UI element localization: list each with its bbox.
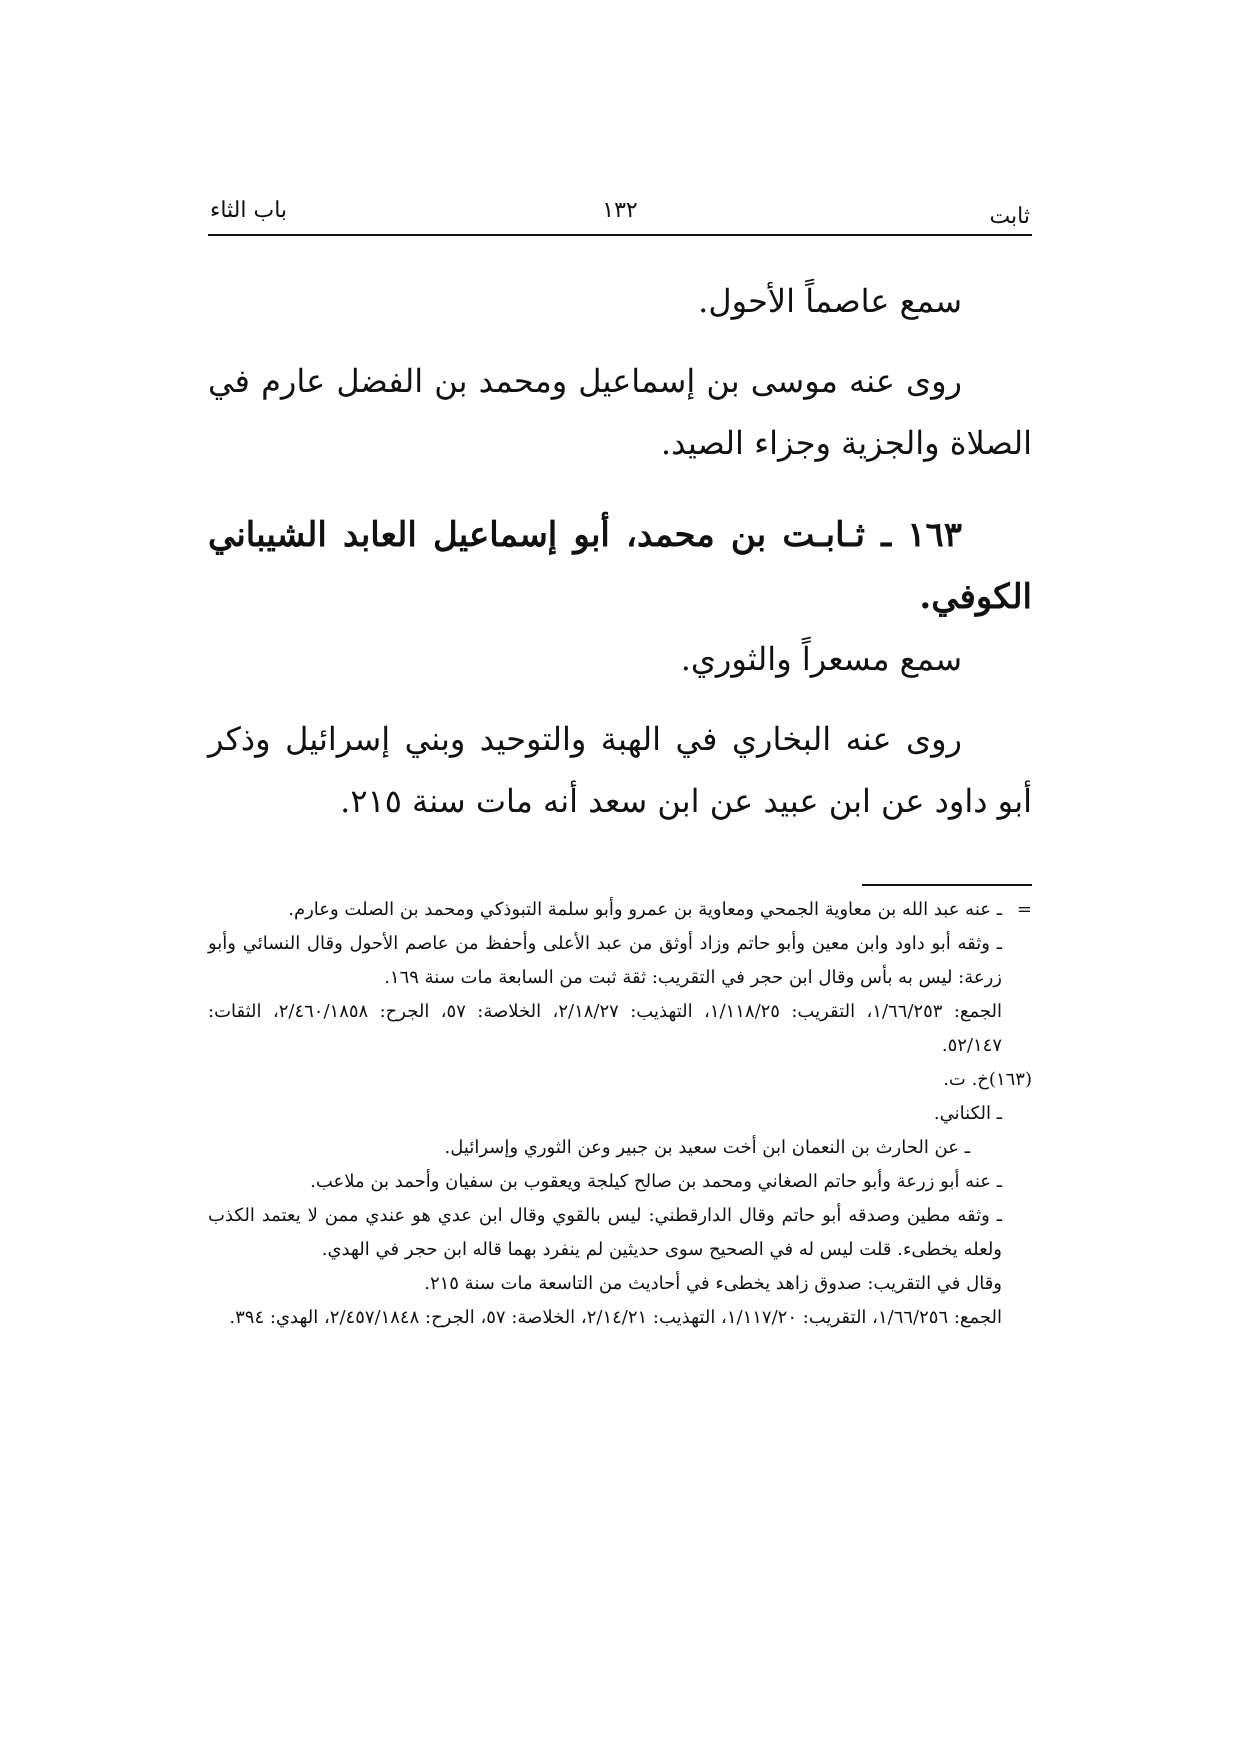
header-chapter-title: باب الثاء bbox=[210, 198, 288, 223]
paragraph-heard: سمع عاصماً الأحول. bbox=[698, 282, 962, 320]
footnote-number: (١٦٣) bbox=[988, 1069, 1032, 1090]
running-header bbox=[210, 198, 1030, 234]
footnote-line bbox=[208, 1063, 1032, 1097]
main-text bbox=[208, 270, 1032, 832]
header-divider bbox=[208, 234, 1032, 236]
footnote-line: ـ عنه أبو زرعة وأبو حاتم الصغاني ومحمد بن صالح كيلجة ويعقوب بن سفيان وأحمد بن ملاعب. bbox=[310, 1171, 1002, 1192]
page-number: ١٣٢ bbox=[602, 198, 638, 223]
paragraph-narrators-2: روى عنه البخاري في الهبة والتوحيد وبني إسرائيل وذكر أبو داود عن ابن عبيد عن ابن سعد أنه مات سنة ٢١٥. bbox=[208, 720, 1032, 820]
footnote-line bbox=[208, 893, 1032, 927]
paragraph-narrators: روى عنه موسى بن إسماعيل ومحمد بن الفضل عارم في الصلاة والجزية وجزاء الصيد. bbox=[208, 362, 1032, 462]
footnote-line: وقال في التقريب: صدوق زاهد يخطىء في أحاديث من التاسعة مات سنة ٢١٥. bbox=[424, 1273, 1002, 1294]
footnotes bbox=[208, 893, 1032, 1335]
footnote-text: ـ عنه عبد الله بن معاوية الجمحي ومعاوية بن عمرو وأبو سلمة التبوذكي ومحمد بن الصلت وعارم. bbox=[288, 899, 1002, 920]
continuation-mark: = bbox=[1016, 899, 1032, 920]
footnote-line: ـ عن الحارث بن النعمان ابن أخت سعيد بن جبير وعن الثوري وإسرائيل. bbox=[444, 1137, 970, 1158]
header-entry-name: ثابت bbox=[989, 204, 1030, 229]
footnote-line: ـ الكناني. bbox=[933, 1103, 1002, 1124]
footnote-line: الجمع: ١/٦٦/٢٥٣، التقريب: ١/١١٨/٢٥، التهذيب: ٢/١٨/٢٧، الخلاصة: ٥٧، الجرح: ٢/٤٦٠/١٨٥٨، الثقات: ٥٢/١٤٧. bbox=[208, 1001, 1002, 1056]
footnote-divider bbox=[862, 884, 1032, 886]
footnote-line: ـ وثقه مطين وصدقه أبو حاتم وقال الدارقطني: ليس بالقوي وقال ابن عدي هو عندي ممن لا يعتمد الكذب ولعله يخطىء. قلت ليس له في الصحيح سوى حديثين لم ينفرد بهما قاله ابن حجر في الهدي. bbox=[208, 1205, 1002, 1260]
entry-title: ١٦٣ ـ ثـابـت بن محمد، أبو إسماعيل العابد الشيباني الكوفي. bbox=[208, 515, 1032, 617]
paragraph-heard-2: سمع مسعراً والثوري. bbox=[680, 640, 962, 678]
footnote-line: الجمع: ١/٦٦/٢٥٦، التقريب: ١/١١٧/٢٠، التهذيب: ٢/١٤/٢١، الخلاصة: ٥٧، الجرح: ٢/٤٥٧/١٨٤٨، الهدي: ٣٩٤. bbox=[229, 1307, 1002, 1328]
footnote-line: ـ وثقه أبو داود وابن معين وأبو حاتم وزاد أوثق من عبد الأعلى وأحفظ من عاصم الأحول وقال النسائي وأبو زرعة: ليس به بأس وقال ابن حجر في التقريب: ثقة ثبت من السابعة مات سنة ١٦٩. bbox=[208, 933, 1002, 988]
footnote-text: خ. ت. bbox=[943, 1069, 989, 1090]
